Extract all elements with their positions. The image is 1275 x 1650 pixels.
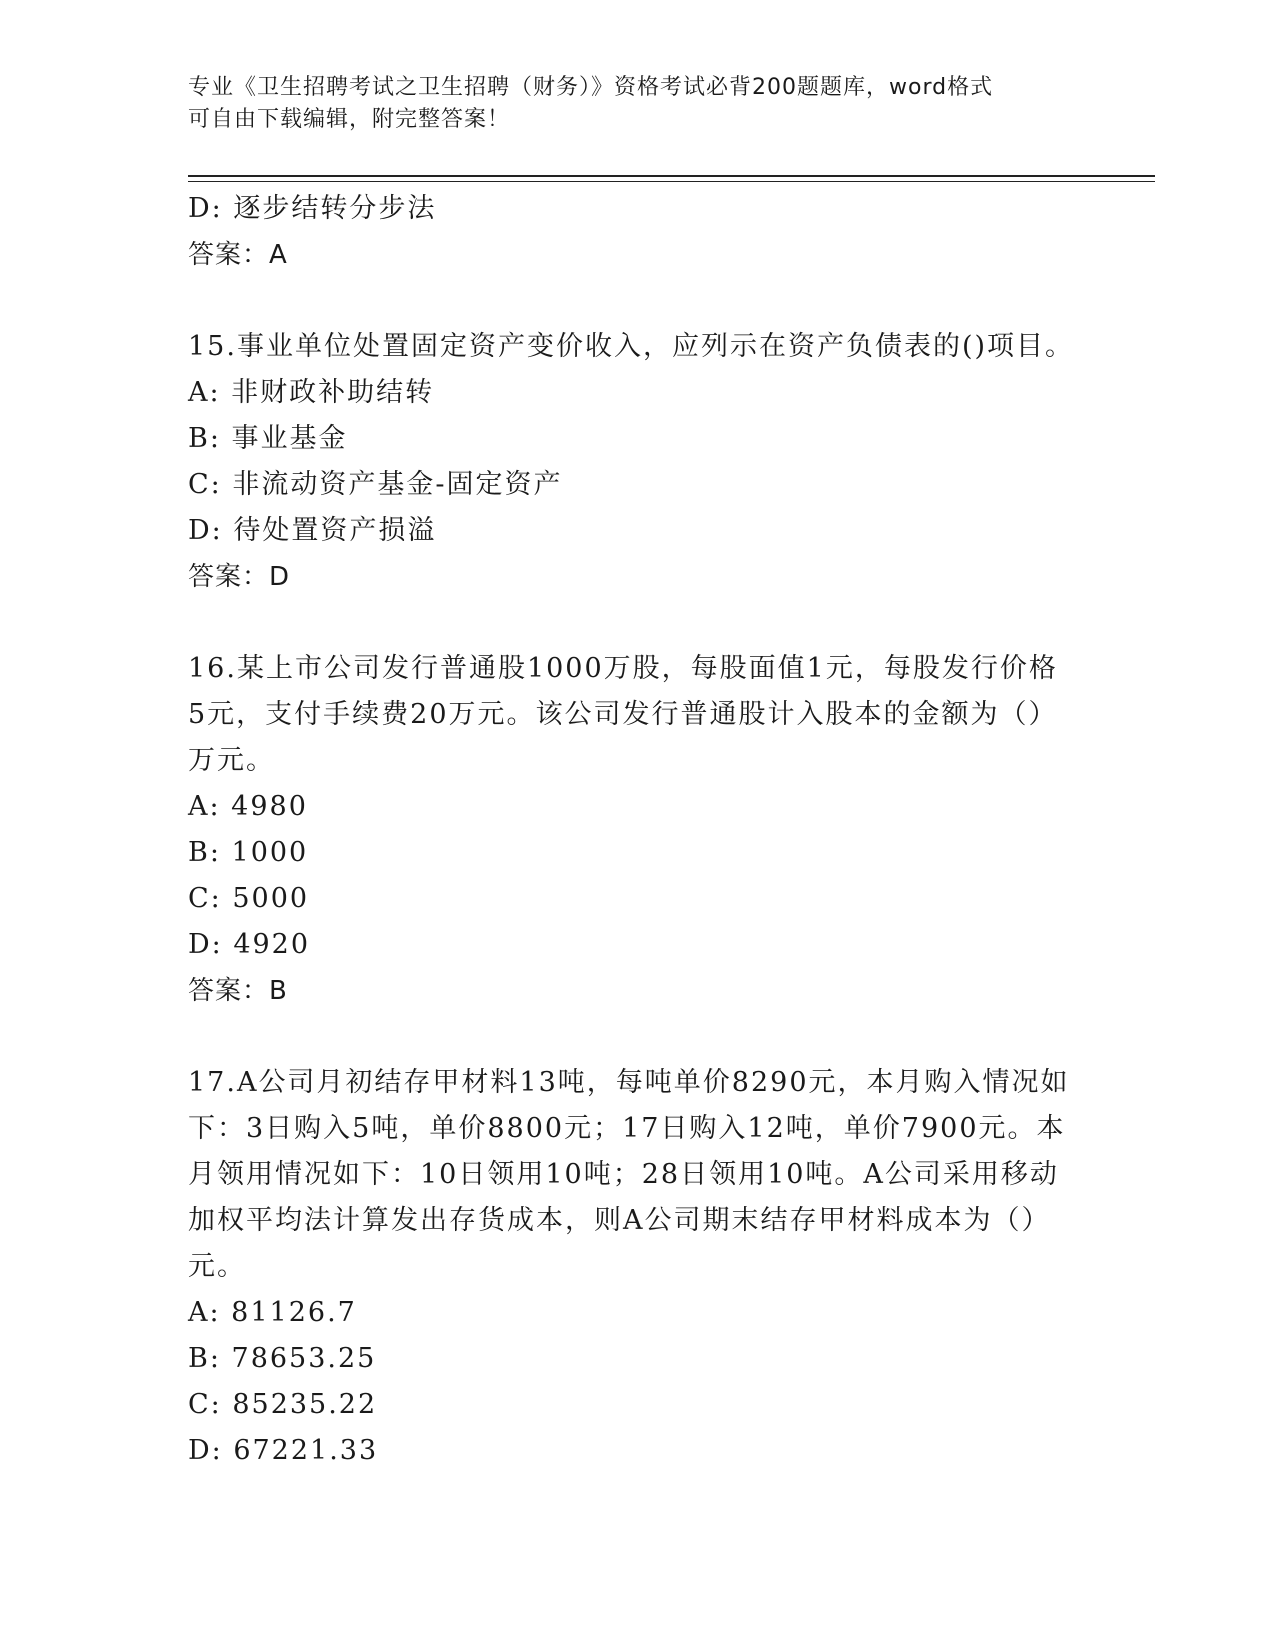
question-17-option-a: A: 81126.7 <box>188 1297 357 1328</box>
question-17 <box>188 1060 1088 1474</box>
header-line-1: 专业《卫生招聘考试之卫生招聘（财务）》资格考试必背200题题库，word格式 <box>188 75 994 100</box>
question-16-option-c: C: 5000 <box>188 883 310 914</box>
question-16-answer: 答案：B <box>188 976 288 1006</box>
question-17-stem-line-5: 元。 <box>188 1251 246 1282</box>
question-content <box>188 186 1088 1474</box>
question-16-stem-line-2: 5元，支付手续费20万元。该公司发行普通股计入股本的金额为（） <box>188 699 1058 730</box>
question-16 <box>188 646 1088 1014</box>
question-17-stem-line-4: 加权平均法计算发出存货成本，则A公司期末结存甲材料成本为（） <box>188 1205 1051 1236</box>
question-17-option-d: D: 67221.33 <box>188 1435 379 1466</box>
question-17-stem-line-3: 月领用情况如下：10日领用10吨；28日领用10吨。A公司采用移动 <box>188 1159 1059 1190</box>
document-header <box>188 72 1088 136</box>
spacer <box>188 1014 1088 1060</box>
spacer <box>188 600 1088 646</box>
question-15-option-c: C: 非流动资产基金-固定资产 <box>188 469 563 500</box>
question-15-answer: 答案：D <box>188 562 291 592</box>
header-line-2: 可自由下载编辑，附完整答案！ <box>188 107 511 132</box>
question-16-stem-line-3: 万元。 <box>188 745 275 776</box>
question-16-option-d: D: 4920 <box>188 929 311 960</box>
question-16-stem-line-1: 16.某上市公司发行普通股1000万股，每股面值1元，每股发行价格 <box>188 653 1058 684</box>
question-15-option-b: B: 事业基金 <box>188 423 348 454</box>
prev-option-d: D: 逐步结转分步法 <box>188 193 437 224</box>
question-15-option-d: D: 待处置资产损溢 <box>188 515 437 546</box>
header-divider-thin <box>188 181 1155 182</box>
question-17-stem-line-1: 17.A公司月初结存甲材料13吨，每吨单价8290元，本月购入情况如 <box>188 1067 1070 1098</box>
question-17-stem-line-2: 下：3日购入5吨，单价8800元；17日购入12吨，单价7900元。本 <box>188 1113 1066 1144</box>
question-17-option-b: B: 78653.25 <box>188 1343 377 1374</box>
question-15-stem: 15.事业单位处置固定资产变价收入，应列示在资产负债表的()项目。 <box>188 331 1075 362</box>
header-divider-thick <box>188 175 1155 177</box>
question-15-option-a: A: 非财政补助结转 <box>188 377 435 408</box>
question-15 <box>188 324 1088 600</box>
prev-answer: 答案：A <box>188 240 288 270</box>
question-17-option-c: C: 85235.22 <box>188 1389 378 1420</box>
question-16-option-b: B: 1000 <box>188 837 309 868</box>
question-16-option-a: A: 4980 <box>188 791 308 822</box>
spacer <box>188 278 1088 324</box>
